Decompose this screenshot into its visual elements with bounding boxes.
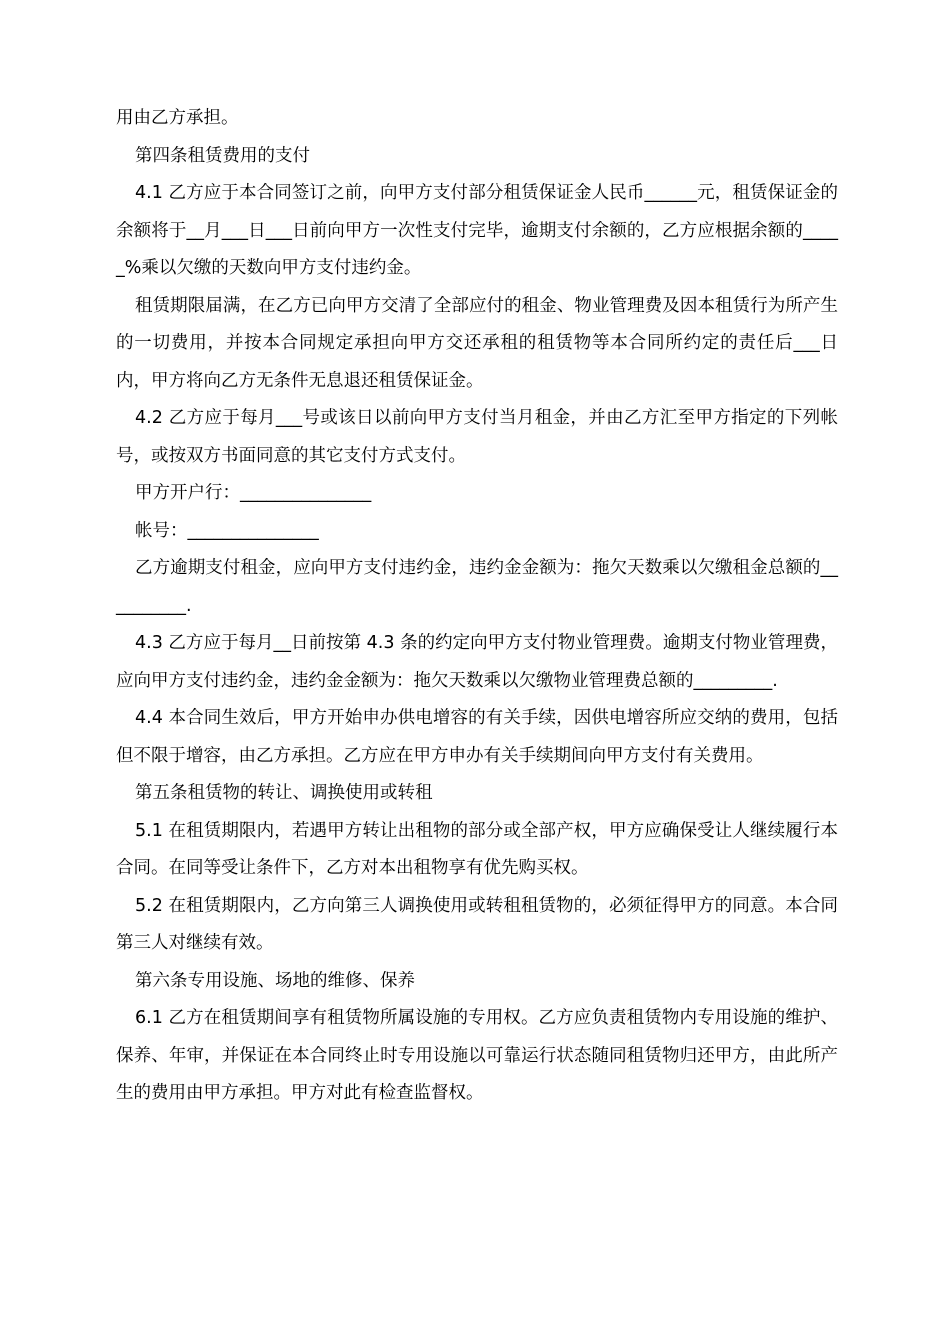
section-heading-article-5: 第五条租赁物的转让、调换使用或转租 xyxy=(135,783,433,803)
paragraph-5-1: 5.1 在租赁期限内，若遇甲方转让出租物的部分或全部产权，甲方应确保受让人继续履行本合同。在同等受让条件下，乙方对本出租物享有优先购买权。 xyxy=(116,820,838,878)
section-heading-article-6: 第六条专用设施、场地的维修、保养 xyxy=(135,970,415,991)
paragraph-5-2: 5.2 在租赁期限内，乙方向第三人调换使用或转租租赁物的，必须征得甲方的同意。本合同第三人对继续有效。 xyxy=(116,895,838,953)
paragraph-deposit-refund: 租赁期限届满，在乙方已向甲方交清了全部应付的租金、物业管理费及因本租赁行为所产生的一切费用，并按本合同规定承担向甲方交还承租的租赁物等本合同所约定的责任后___日内，甲方将向乙方无条件无息退还租赁保证金。 xyxy=(116,295,838,391)
paragraph-late-rent-penalty: 乙方逾期支付租金，应向甲方支付违约金，违约金金额为：拖欠天数乘以欠缴租金总额的__________. xyxy=(116,558,838,616)
section-heading-article-4: 第四条租赁费用的支付 xyxy=(135,145,310,166)
paragraph-continuation: 用由乙方承担。 xyxy=(116,108,239,128)
paragraph-4-2: 4.2 乙方应于每月___号或该日以前向甲方支付当月租金，并由乙方汇至甲方指定的下列帐号，或按双方书面同意的其它支付方式支付。 xyxy=(116,408,838,466)
paragraph-6-1: 6.1 乙方在租赁期间享有租赁物所属设施的专用权。乙方应负责租赁物内专用设施的维护、保养、年审，并保证在本合同终止时专用设施以可靠运行状态随同租赁物归还甲方，由此所产生的费用由甲方承担。甲方对此有检查监督权。 xyxy=(116,1008,838,1103)
paragraph-4-4: 4.4 本合同生效后，甲方开始申办供电增容的有关手续，因供电增容所应交纳的费用，包括但不限于增容，由乙方承担。乙方应在甲方申办有关手续期间向甲方支付有关费用。 xyxy=(116,708,838,766)
paragraph-4-1: 4.1 乙方应于本合同签订之前，向甲方支付部分租赁保证金人民币______元，租赁保证金的余额将于__月___日___日前向甲方一次性支付完毕，逾期支付余额的，乙方应根据余额的_____%乘以欠缴的天数向甲方支付违约金。 xyxy=(116,183,838,278)
document-page xyxy=(116,100,838,1113)
bank-name-line: 甲方开户行：_______________ xyxy=(135,483,372,503)
paragraph-4-3: 4.3 乙方应于每月__日前按第 4.3 条的约定向甲方支付物业管理费。逾期支付物业管理费，应向甲方支付违约金，违约金金额为：拖欠天数乘以欠缴物业管理费总额的_________. xyxy=(116,633,838,691)
account-number-line: 帐号：_______________ xyxy=(135,520,319,541)
